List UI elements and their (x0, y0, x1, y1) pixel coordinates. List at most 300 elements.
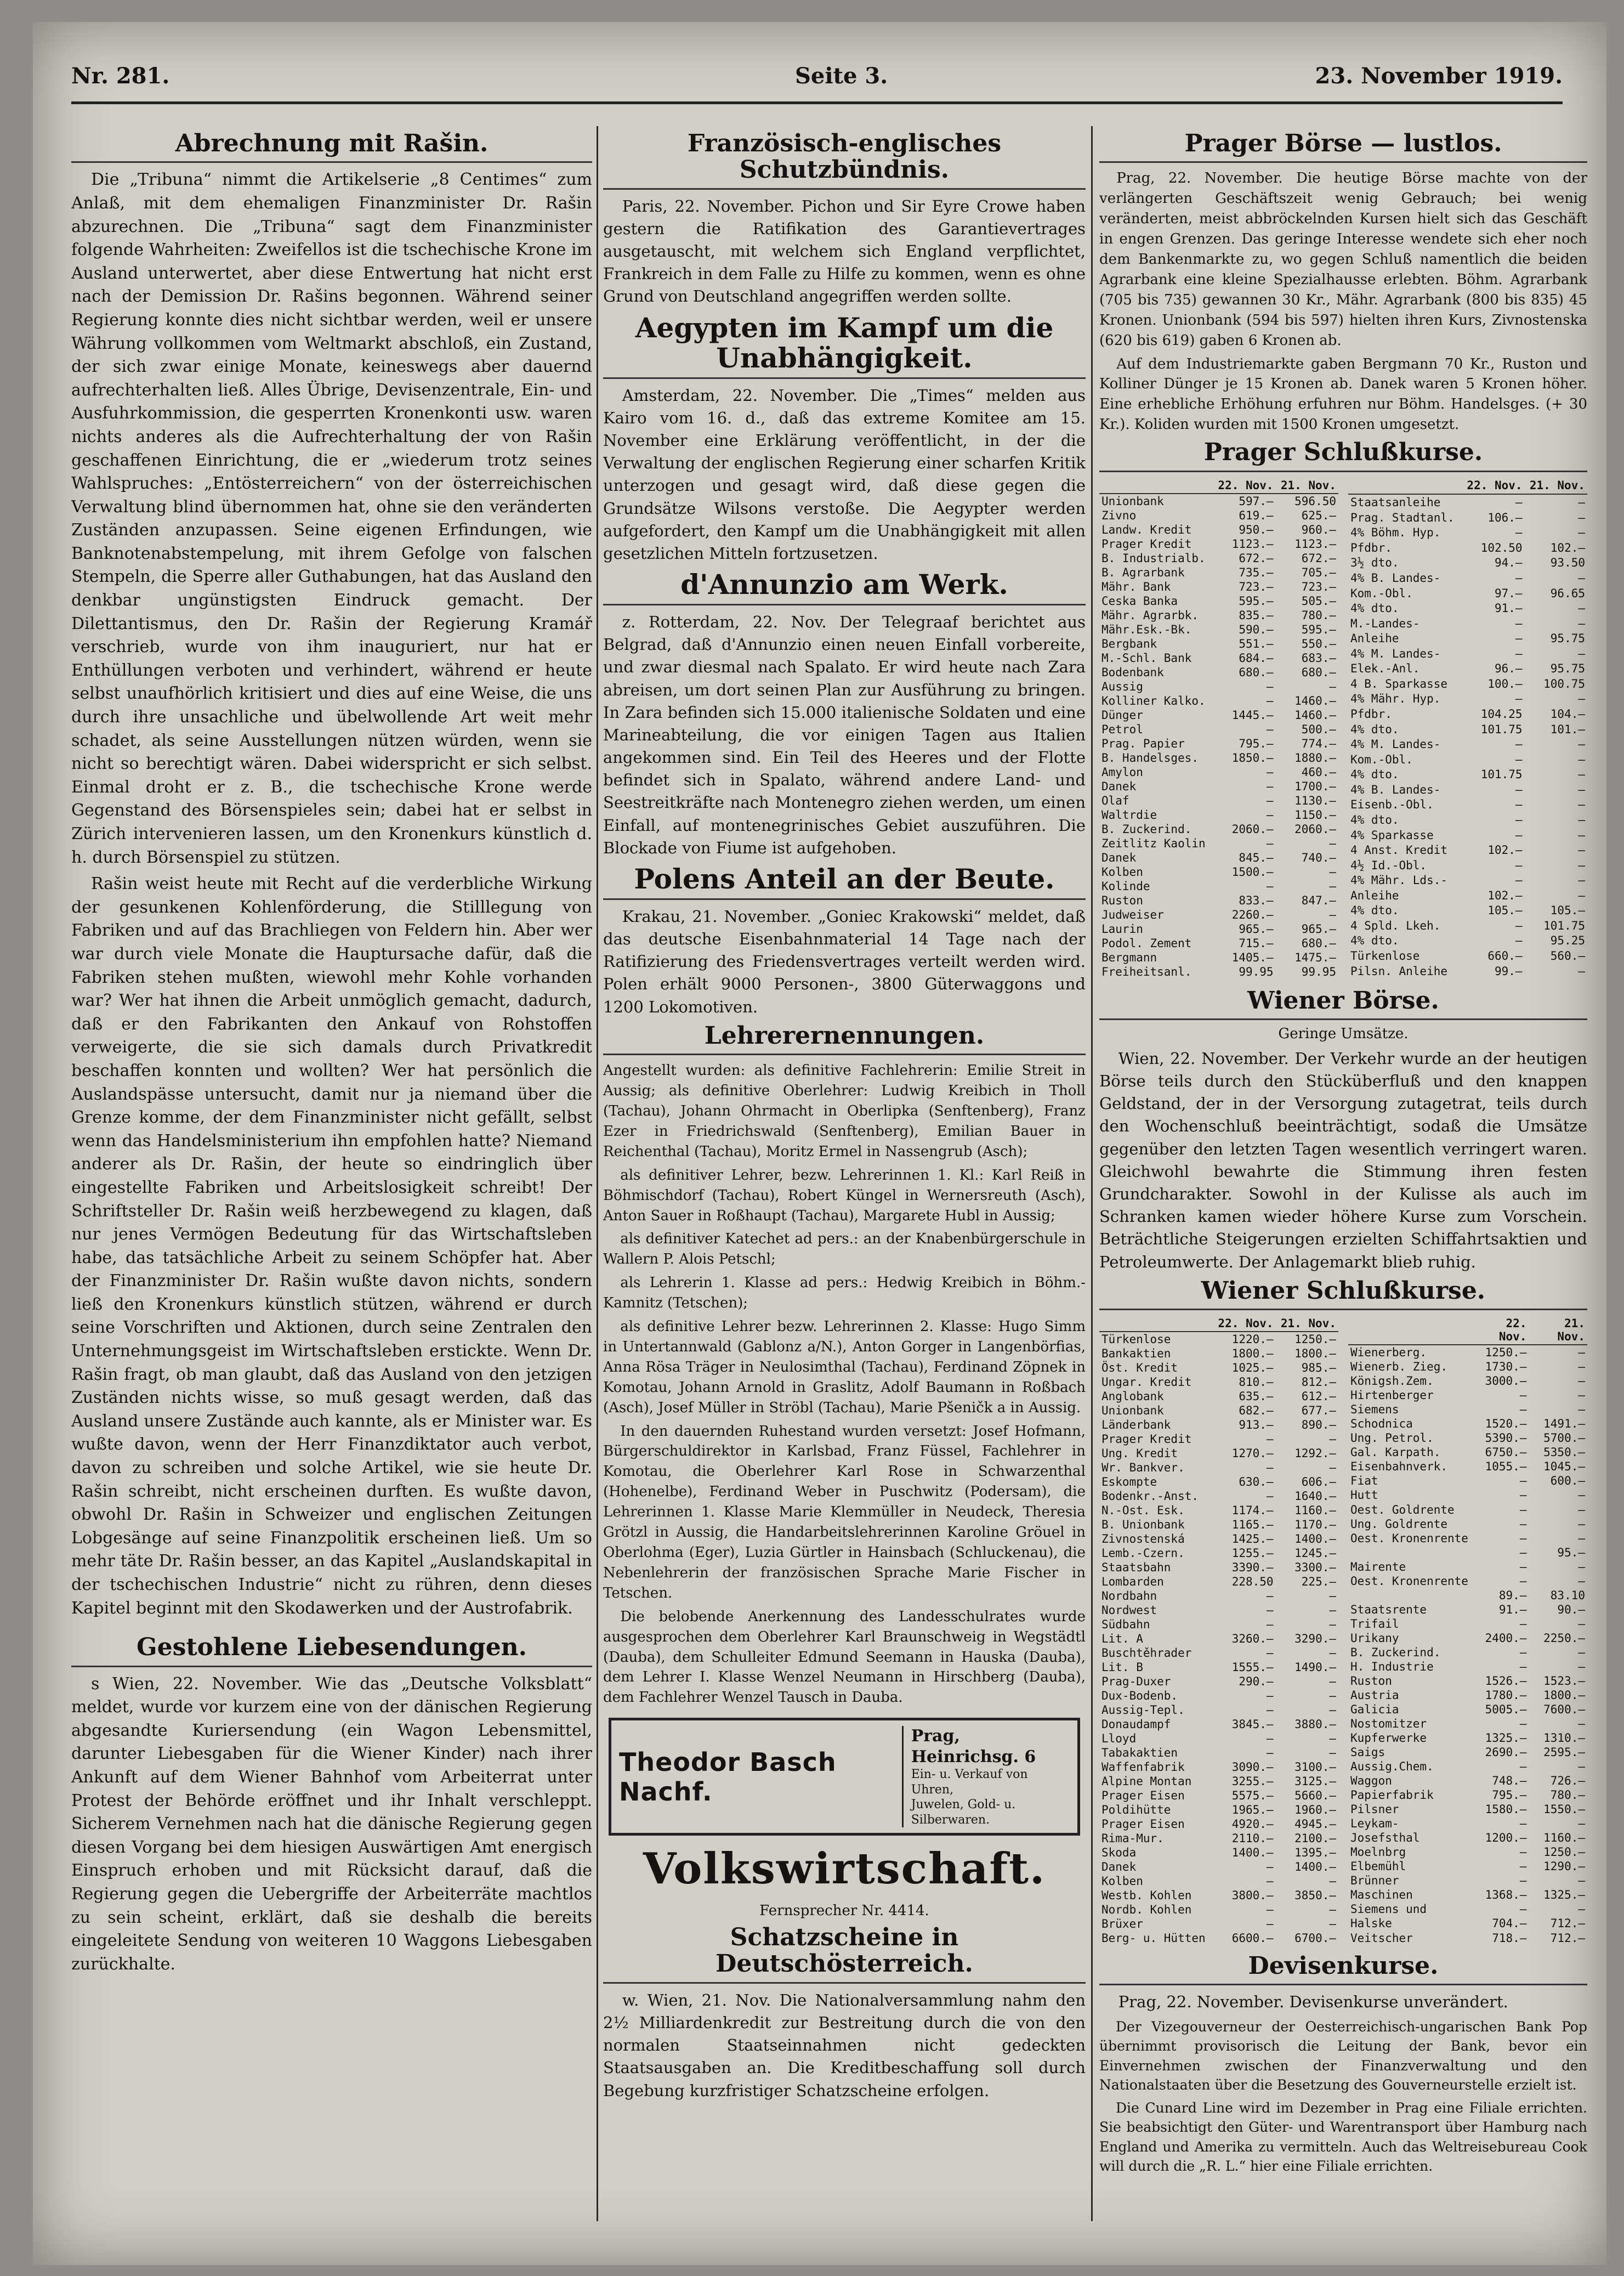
security-name: Laurin (1101, 922, 1143, 936)
price-cell: 3300.— (1294, 1561, 1336, 1575)
table-row (1099, 1917, 1338, 1931)
price-cell: 2110.— (1231, 1832, 1274, 1845)
table-row (1348, 1417, 1587, 1431)
price-cell: — (1519, 1845, 1527, 1859)
price-cell: 5005.— (1485, 1702, 1527, 1716)
security-name: Leykam- (1350, 1817, 1399, 1831)
price-cell: 985.— (1301, 1361, 1336, 1375)
price-cell: — (1515, 692, 1523, 706)
security-name: Nostomitzer (1350, 1717, 1427, 1730)
article-paragraph: Prag, 22. November. Devisenkurse unverändert. (1118, 1992, 1508, 2012)
ad-company-name: Theodor Basch Nachf. (619, 1747, 837, 1807)
price-cell: 1170.— (1294, 1518, 1336, 1532)
security-name: Austria (1350, 1688, 1399, 1702)
security-name: Poldihütte (1101, 1803, 1171, 1817)
price-cell: — (1578, 813, 1585, 826)
section-subtitle: Fernsprecher Nr. 4414. (759, 1903, 929, 1920)
table-row (1099, 1931, 1338, 1945)
table-row (1099, 779, 1338, 794)
column-header (1348, 478, 1462, 495)
price-cell: 96.65 (1550, 586, 1585, 600)
column-left (71, 126, 592, 2243)
table-row (1348, 752, 1587, 767)
table-row (1348, 1845, 1587, 1859)
table-row (1348, 1503, 1587, 1517)
table-row (1348, 1702, 1587, 1717)
table-row (1099, 836, 1338, 851)
price-cell: 7600.— (1543, 1702, 1585, 1716)
security-name: Lemb.-Czern. (1101, 1547, 1185, 1560)
price-cell: — (1578, 1817, 1585, 1831)
price-cell: — (1519, 1474, 1527, 1488)
price-cell: — (1266, 722, 1274, 736)
article-paragraph: Prag, 22. November. Die heutige Börse machte von der verlängerten Geschäftszeit wenig Gebrauch; bei wenig veränderten, meist abbröckelnden Kursen hielt sich das Geschäft in engen Grenzen. Das geringe Interesse wendete sich eher noch dem Bankenmarkte zu, wo gegen Schluß namentlich die beiden Agrarbank eine kleine Spezialhausse erlebten. Böhm. Agrarbank (705 bis 735) gewannen 30 Kr., Mähr. Agrarbank (800 bis 835) 45 Kronen. Unionbank (594 bis 597) hielten ihren Kurs, Zivnostenska (620 bis 619) gaben 6 Kronen ab. (1099, 170, 1587, 349)
price-cell: 1490.— (1294, 1661, 1336, 1674)
price-cell: 965.— (1301, 922, 1336, 936)
price-cell: 660.— (1487, 949, 1523, 963)
price-cell: — (1329, 879, 1336, 893)
price-cell: 715.— (1239, 936, 1274, 950)
table-row (1099, 551, 1338, 565)
price-cell: 748.— (1492, 1774, 1527, 1788)
security-name: 4% B. Landes- (1350, 571, 1441, 585)
price-cell: 102.— (1550, 541, 1585, 554)
price-cell: — (1578, 843, 1585, 857)
price-cell: — (1266, 1732, 1274, 1746)
price-cell: 1445.— (1231, 708, 1274, 722)
price-cell: 835.— (1239, 608, 1274, 622)
article-paragraph: als Lehrerin 1. Klasse ad pers.: Hedwig Kreibich in Böhm.-Kamnitz (Tetschen); (603, 1275, 1086, 1312)
security-name: 4% dto. (1350, 722, 1399, 736)
price-cell: 1270.— (1231, 1447, 1274, 1460)
column-header: 21. Nov. (1529, 1316, 1587, 1345)
table-header-row (1348, 478, 1587, 495)
article-paragraph: Die „Tribuna“ nimmt die Artikelserie „8 Centimes“ zum Anlaß, mit dem ehemaligen Finanzminister Dr. Rašin abzurechnen. Die „Tribuna“ sagt dem Finanzminister folgende Wahrheiten: Zweifellos ist die tschechische Krone im Ausland unterwertet, aber diese Entwertung hat nicht erst nach der Demission Dr. Rašins begonnen. Während seiner Regierung konnte dies nicht sichtbar werden, weil er unsere Währung vollkommen vom Weltmarkt abschloß, ein Zustand, der sich zwar einige Monate, keineswegs aber dauernd aufrechterhalten ließ. Alles Übrige, Devisenzentrale, Ein- und Ausfuhrkommission, die gesperrten Kronenkonti usw. waren nichts anderes als die Aufrechterhaltung der von Rašin geschaffenen Einrichtung, die er „wiederum trotz seines Wahlspruches: „Entösterreichern“ von der österreichischen Verwaltung blind übernommen hat, ohne sie den veränderten Zuständen anzupassen. Seine eigenen Erfindungen, wie Banknotenabstempelung, mit ihrem Gefolge von falschen Stempeln, die Sperre aller Guthabungen, hat das Ausland den denkbar ungünstigsten Eindruck gemacht. Der Dilettantismus, den Dr. Rašin der Regierung Kramář verschrieb, wurde von ihm inauguriert, nur hat er Enthüllungen verboten und verhindert, während er heute selbst unaufhörlich kritisiert und dies auf eine Weise, die uns durch ihre unsachliche und übelwollende Art weit mehr schadet, als seine Ausstellungen nützen würden, wenn sie nicht so berechtigt wären. Dabei widerspricht er sich selbst. Einmal droht er z. B., die tschechische Krone werde Gegenstand des Börsenspieles sein; dabei hat er selbst in Zürich intervenieren lassen, um den Kronenkurs künstlich d. h. durch Börsenspiel zu stützen. (71, 170, 592, 867)
table-row (1099, 1546, 1338, 1560)
article-title: Aegypten im Kampf um die Unabhängigkeit. (603, 313, 1086, 379)
price-cell: 680.— (1239, 665, 1274, 679)
table-row (1348, 1745, 1587, 1759)
price-cell: — (1266, 694, 1274, 707)
price-cell: 833.— (1239, 893, 1274, 907)
table-row (1099, 580, 1338, 594)
price-cell: — (1578, 511, 1585, 524)
security-name: 4% dto. (1350, 904, 1399, 918)
price-cell: 1730.— (1485, 1360, 1527, 1374)
table-row (1099, 851, 1338, 865)
table-row (1099, 737, 1338, 751)
price-cell: 1055.— (1485, 1460, 1527, 1474)
price-cell: 3100.— (1294, 1760, 1336, 1774)
table-row (1348, 797, 1587, 813)
price-cell: 718.— (1492, 1931, 1527, 1945)
table-row (1348, 828, 1587, 843)
table-row (1348, 1345, 1587, 1360)
price-cell: — (1515, 496, 1523, 509)
price-cell: — (1266, 1875, 1274, 1888)
security-name: Wienerb. Zieg. (1350, 1360, 1448, 1374)
table-row (1348, 556, 1587, 571)
price-cell: 2060.— (1231, 822, 1274, 836)
price-cell: — (1578, 1874, 1585, 1888)
price-cell: 1368.— (1485, 1888, 1527, 1902)
price-cell: 99.— (1495, 964, 1523, 978)
table-row (1348, 812, 1587, 828)
price-cell: — (1266, 1433, 1274, 1446)
price-cell: 2260.— (1231, 908, 1274, 921)
security-name: Eskompte (1101, 1475, 1157, 1489)
security-name: Gal. Karpath. (1350, 1446, 1441, 1459)
vienna-closing-prices (1099, 1316, 1587, 1945)
security-name: Staatsbahn (1101, 1561, 1171, 1575)
price-cell: 3390.— (1231, 1561, 1274, 1575)
table-row (1348, 903, 1587, 919)
table-row (1099, 1689, 1338, 1703)
price-cell: — (1519, 1403, 1527, 1417)
security-name (1348, 1545, 1470, 1560)
price-cell: 1250.— (1485, 1346, 1527, 1360)
security-name: Ruston (1350, 1674, 1392, 1688)
price-cell: 2100.— (1294, 1832, 1336, 1845)
price-cell: — (1578, 1374, 1585, 1388)
security-name: Zivno (1101, 508, 1137, 522)
price-cell: 1800.— (1294, 1347, 1336, 1361)
price-cell: 560.— (1550, 949, 1585, 963)
security-name (1348, 1588, 1470, 1603)
ad-line: Ein- u. Verkauf von Uhren, (911, 1768, 1028, 1797)
price-cell: — (1578, 888, 1585, 902)
price-cell: — (1519, 1903, 1527, 1916)
table-row (1348, 1645, 1587, 1660)
security-name: B. Handelsges. (1101, 751, 1199, 765)
security-name: Oest. Goldrente (1350, 1503, 1455, 1516)
table-row (1348, 1474, 1587, 1488)
price-cell: — (1578, 692, 1585, 706)
price-cell: 795.— (1239, 737, 1274, 750)
table-row (1099, 565, 1338, 580)
security-name: Bodenkr.-Anst. (1101, 1490, 1199, 1503)
price-cell: 1460.— (1294, 694, 1336, 707)
price-cell: 1880.— (1294, 751, 1336, 765)
security-name: Hutt (1350, 1488, 1378, 1502)
security-name: B. Agrarbank (1101, 565, 1185, 579)
security-name: Eisenbahnverk. (1350, 1460, 1448, 1474)
stock-table (1099, 478, 1338, 979)
security-name: Danek (1101, 779, 1137, 793)
price-cell: — (1578, 828, 1585, 842)
security-name: Zivnostenská (1101, 1532, 1185, 1546)
table-row (1099, 1375, 1338, 1389)
price-cell: 606.— (1301, 1475, 1336, 1489)
table-row (1348, 1445, 1587, 1459)
table-row (1099, 665, 1338, 680)
table-row (1099, 1617, 1338, 1632)
price-cell: — (1329, 1875, 1336, 1888)
price-cell: 95.75 (1550, 632, 1585, 646)
price-cell: 780.— (1301, 608, 1336, 622)
table-row (1099, 1788, 1338, 1803)
price-cell: — (1266, 779, 1274, 793)
table-row (1099, 1888, 1338, 1903)
security-name: 4% dto. (1350, 813, 1399, 826)
security-name: Staatsrente (1350, 1603, 1427, 1616)
article-title: Lehrerernennungen. (603, 1023, 1086, 1055)
table-row (1348, 1788, 1587, 1802)
price-cell: 1550.— (1543, 1803, 1585, 1816)
table-row (1099, 1774, 1338, 1788)
security-name: Wr. Bankver. (1101, 1461, 1185, 1475)
table-row (1348, 1731, 1587, 1745)
price-cell: — (1266, 1703, 1274, 1717)
article-paragraph: als definitiver Katechet ad pers.: an der Knabenbürgerschule in Wallern P. Alois Petschl; (603, 1231, 1086, 1268)
price-cell: 1800.— (1543, 1688, 1585, 1702)
price-cell: 735.— (1239, 565, 1274, 579)
table-row (1099, 1731, 1338, 1746)
security-name: 4% Mähr. Lds.- (1350, 874, 1448, 887)
security-name: Staatsanleihe (1350, 496, 1441, 509)
price-cell: 2690.— (1485, 1746, 1527, 1759)
price-cell: 1523.— (1543, 1674, 1585, 1688)
security-name: Ung. Kredit (1101, 1447, 1178, 1460)
table-row (1348, 1560, 1587, 1574)
security-name: Dux-Bodenb. (1101, 1689, 1178, 1703)
price-cell: — (1519, 1660, 1527, 1673)
table-row (1099, 1760, 1338, 1774)
table-row (1099, 1717, 1338, 1731)
security-name: Aussig.Chem. (1350, 1760, 1434, 1774)
security-name: Alpine Montan (1101, 1775, 1192, 1788)
table-row (1348, 1873, 1587, 1888)
security-name: 4% M. Landes- (1350, 738, 1441, 751)
price-cell: 619.— (1239, 508, 1274, 522)
security-name: Brünner (1350, 1874, 1399, 1888)
security-name: Petrol (1101, 722, 1143, 736)
price-cell: 1491.— (1543, 1417, 1585, 1431)
price-cell: 1425.— (1231, 1532, 1274, 1546)
price-cell: 630.— (1239, 1475, 1274, 1489)
security-name: Kupferwerke (1350, 1731, 1427, 1745)
price-cell: 3845.— (1231, 1718, 1274, 1731)
price-cell: 612.— (1301, 1390, 1336, 1403)
security-name: Prag. Stadtanl. (1350, 511, 1455, 524)
price-cell: 551.— (1239, 637, 1274, 650)
security-name: Mähr. Bank (1101, 580, 1171, 593)
table-row (1099, 1432, 1338, 1446)
price-cell: 4920.— (1231, 1818, 1274, 1831)
security-name: Kolben (1101, 1875, 1143, 1888)
price-cell: — (1519, 1574, 1527, 1588)
price-cell: 3880.— (1294, 1718, 1336, 1731)
article-paragraph: Die Cunard Line wird im Dezember in Prag eine Filiale errichten. Sie beabsichtigt den Güter- und Warentransport über Hamburg nach England und Amerika zu vermitteln. Auch das Weltreisebureau Cook will durch die „R. L.“ hier eine Filiale errichten. (1099, 2099, 1587, 2175)
security-name: Bankaktien (1101, 1347, 1171, 1361)
price-cell: — (1578, 1531, 1585, 1545)
price-cell: 1310.— (1543, 1731, 1585, 1745)
price-cell: — (1578, 571, 1585, 585)
table-row (1348, 1488, 1587, 1502)
table-row (1348, 948, 1587, 964)
price-cell: — (1578, 1360, 1585, 1374)
price-cell: 1255.— (1231, 1547, 1274, 1560)
security-name: Aussig (1101, 680, 1143, 693)
column-middle (603, 126, 1086, 2243)
price-cell: — (1519, 1645, 1527, 1659)
price-cell: — (1329, 908, 1336, 921)
table-row (1099, 1403, 1338, 1418)
stock-table (1099, 1316, 1338, 1945)
price-cell: 550.— (1301, 637, 1336, 650)
security-name: Kolliner Kalko. (1101, 694, 1206, 707)
price-cell: 596.50 (1294, 494, 1336, 508)
article-subtitle: Geringe Umsätze. (1278, 1025, 1409, 1042)
price-cell: — (1578, 1645, 1585, 1659)
price-cell: 890.— (1301, 1418, 1336, 1432)
table-row (1099, 965, 1338, 979)
table-row (1099, 922, 1338, 936)
price-cell: — (1519, 1503, 1527, 1516)
security-name: Türkenlose (1101, 1333, 1171, 1346)
price-cell: 99.95 (1239, 965, 1274, 978)
security-name: Anglobank (1101, 1390, 1164, 1403)
table-row (1099, 722, 1338, 737)
table-row (1099, 1603, 1338, 1617)
price-cell: — (1578, 874, 1585, 887)
article-title: Polens Anteil an der Beute. (603, 864, 1086, 900)
table-row (1348, 1859, 1587, 1873)
security-name: Bergbank (1101, 637, 1157, 650)
price-cell: 1292.— (1294, 1447, 1336, 1460)
price-cell: 91.— (1495, 602, 1523, 615)
table-row (1099, 1660, 1338, 1674)
column-header: 21. Nov. (1276, 478, 1338, 494)
price-cell: 95.25 (1550, 934, 1585, 948)
price-cell: — (1329, 1675, 1336, 1689)
price-cell: — (1329, 1589, 1336, 1603)
table-row (1099, 1489, 1338, 1503)
price-cell: 228.50 (1231, 1575, 1274, 1589)
price-cell: 684.— (1239, 651, 1274, 665)
price-cell: 3090.— (1231, 1760, 1274, 1774)
article-paragraph: als definitiver Lehrer, bezw. Lehrerinnen 1. Kl.: Karl Reiß in Böhmischdorf (Tachau), Robert Küngel in Wernersreuth (Asch), Anton Sauer in Roßhaupt (Tachau), Margarete Hubl in Aussig; (603, 1167, 1086, 1224)
price-cell: 102.50 (1480, 541, 1523, 554)
price-cell: — (1266, 1689, 1274, 1703)
price-cell: 2060.— (1294, 822, 1336, 836)
price-cell: — (1515, 752, 1523, 766)
table-row (1348, 964, 1587, 979)
price-cell: 1960.— (1294, 1803, 1336, 1817)
price-cell: 1150.— (1294, 808, 1336, 822)
security-name: 4% dto. (1350, 934, 1399, 948)
price-cell: — (1329, 1604, 1336, 1617)
price-cell: 105.— (1487, 904, 1523, 918)
table-row (1348, 586, 1587, 601)
security-name: Anleihe (1350, 888, 1399, 902)
article-title: Wiener Börse. (1099, 988, 1587, 1020)
security-name: Siemens und (1350, 1903, 1427, 1916)
security-name: M.-Landes- (1350, 616, 1420, 630)
security-name: Zeitlitz Kaolin (1101, 836, 1206, 850)
security-name: 4% Sparkasse (1350, 828, 1434, 842)
price-cell: 96.— (1495, 662, 1523, 676)
price-cell: 1025.— (1231, 1361, 1274, 1375)
price-cell: 625.— (1301, 508, 1336, 522)
security-name: Bergmann (1101, 950, 1157, 964)
table-row (1348, 1360, 1587, 1374)
table-row (1099, 1817, 1338, 1831)
table-row (1099, 865, 1338, 879)
article-title: Schatzscheine in Deutschösterreich. (603, 1924, 1086, 1984)
table-row (1348, 1802, 1587, 1816)
price-cell: — (1578, 1617, 1585, 1630)
table-row (1099, 523, 1338, 537)
price-cell: 847.— (1301, 893, 1336, 907)
price-cell: 101.75 (1480, 768, 1523, 782)
security-name: N.-Ost. Esk. (1101, 1504, 1185, 1518)
price-cell: 3255.— (1231, 1775, 1274, 1788)
price-cell: — (1515, 813, 1523, 826)
price-cell: 104.— (1550, 707, 1585, 721)
column-right (1099, 126, 1587, 2243)
price-cell: — (1515, 571, 1523, 585)
price-cell: — (1329, 1461, 1336, 1475)
article-paragraph: z. Rotterdam, 22. Nov. Der Telegraaf berichtet aus Belgrad, daß d'Annunzio einen neuen Einfall vorbereite, und zwar diesmal nach Spalato. Er wird heute nach Zara abreisen, um dort seinen Plan zur Ausführung zu bringen. In Zara befinden sich 15.000 italienische Soldaten und eine Marineabteilung, die vor einigen Tagen aus Italien angekommen sind. Ein Teil des Heeres und der Flotte befindet sich in Spalato, während andere Land- und Seestreitkräfte nach Montenegro ziehen werden, um einen Einfall, auf montenegrinisches Gebiet auszuführen. Die Blockade von Fiume ist aufgehoben. (603, 613, 1086, 857)
price-cell: 104.25 (1480, 707, 1523, 721)
table-row (1099, 1475, 1338, 1489)
security-name: Aussig-Tepl. (1101, 1703, 1185, 1717)
table-header-row (1348, 1316, 1587, 1345)
security-name: Kolben (1101, 865, 1143, 879)
security-name: Kolinde (1101, 879, 1150, 893)
price-cell: 726.— (1550, 1774, 1585, 1788)
security-name: 4 Spld. Lkeh. (1350, 919, 1441, 932)
table-row (1099, 694, 1338, 708)
issue-number: Nr. 281. (71, 63, 170, 89)
table-row (1348, 692, 1587, 707)
price-cell: 1780.— (1485, 1688, 1527, 1702)
security-name: Elbemühl (1350, 1860, 1406, 1873)
price-cell: — (1515, 632, 1523, 646)
price-cell: — (1515, 919, 1523, 932)
price-cell: — (1329, 1917, 1336, 1931)
price-cell: 91.— (1498, 1603, 1527, 1616)
price-cell: — (1578, 783, 1585, 796)
table-row (1348, 1459, 1587, 1474)
price-cell: — (1266, 1746, 1274, 1760)
price-cell: 94.— (1495, 556, 1523, 570)
price-cell: 99.95 (1301, 965, 1336, 978)
price-cell: 1850.— (1231, 751, 1274, 765)
security-name: 4% M. Landes- (1350, 647, 1441, 660)
table-row (1348, 842, 1587, 858)
price-cell: — (1519, 1817, 1527, 1831)
security-name: Pfdbr. (1350, 707, 1392, 721)
price-cell: — (1515, 526, 1523, 540)
table-row (1099, 936, 1338, 950)
article-title: Französisch-englisches Schutzbündnis. (603, 131, 1086, 190)
table-row (1348, 1402, 1587, 1417)
price-cell: — (1329, 865, 1336, 879)
security-name: Dünger (1101, 708, 1143, 722)
table-row (1348, 525, 1587, 540)
article-title: Wiener Schlußkurse. (1099, 1278, 1587, 1310)
table-row (1348, 918, 1587, 933)
price-cell: 5390.— (1485, 1431, 1527, 1445)
security-name: Mähr.Esk.-Bk. (1101, 622, 1192, 636)
security-name: Prager Kredit (1101, 537, 1192, 551)
price-cell: — (1578, 1403, 1585, 1417)
security-name: Eisenb.-Obl. (1350, 798, 1434, 812)
security-name: Urikany (1350, 1631, 1399, 1645)
price-cell: 100.— (1487, 677, 1523, 690)
